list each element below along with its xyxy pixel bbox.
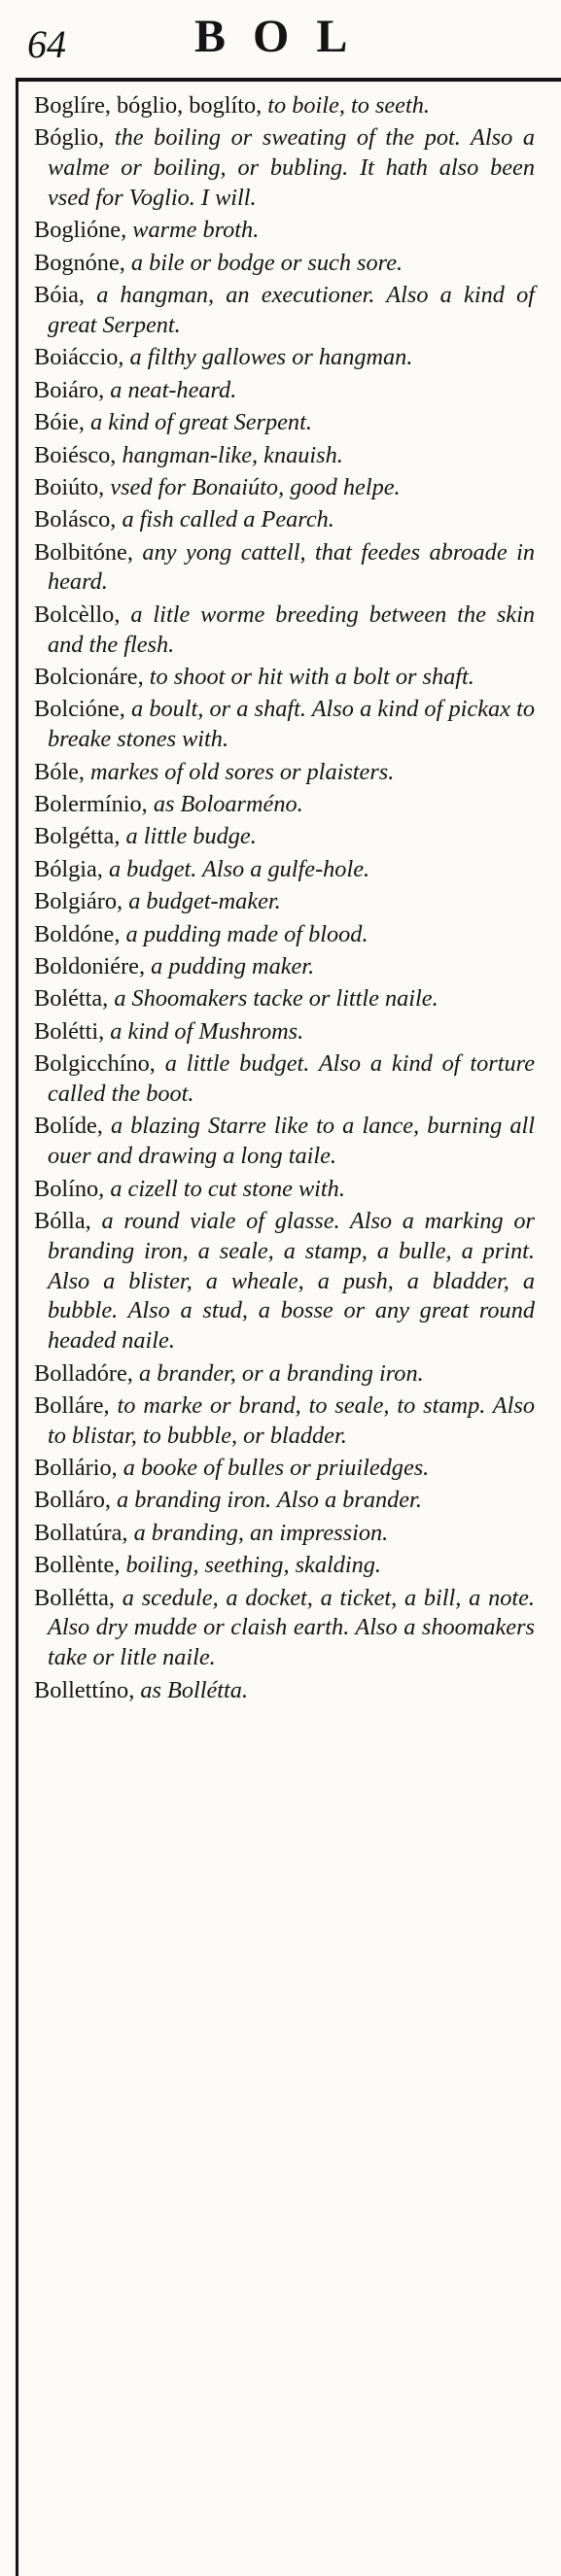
entry-headword: Bóle, <box>34 758 91 785</box>
dictionary-entry <box>34 281 535 341</box>
entry-definition: to marke or brand, to seale, to stamp. Also to blistar, to bubble, or bladder. <box>48 1391 535 1449</box>
entry-definition: a litle worme breeding between the skin and the flesh. <box>48 601 535 658</box>
dictionary-entry <box>34 441 535 471</box>
entry-headword: Bolgiáro, <box>34 888 129 915</box>
entry-definition: as Bollétta. <box>140 1676 249 1703</box>
dictionary-entry <box>34 601 535 661</box>
entry-definition: a hangman, an executioner. Also a kind of great Serpent. <box>48 282 535 338</box>
header-rule <box>16 78 561 82</box>
entry-headword: Bolíno, <box>34 1175 111 1202</box>
page-number: 64 <box>27 22 66 66</box>
entry-headword: Bollettíno, <box>34 1676 141 1703</box>
entry-headword: Bóglio, <box>34 124 115 152</box>
dictionary-entry <box>34 790 535 820</box>
entry-headword: Bolcèllo, <box>34 601 131 628</box>
dictionary-entry <box>34 505 535 535</box>
entry-definition: a kind of Mushroms. <box>110 1017 304 1045</box>
column-rule <box>16 78 18 2576</box>
entry-definition: a budget-maker. <box>128 888 281 915</box>
entry-definition: the boiling or sweating of the pot. Also a walme or boiling, or bubling. It hath also been vsed for Voglio. I will. <box>48 124 535 211</box>
entry-definition: a little budget. Also a kind of torture called the boot. <box>48 1050 536 1107</box>
dictionary-entry <box>34 343 535 373</box>
dictionary-entry <box>34 1584 535 1673</box>
entry-headword: Bollènte, <box>34 1552 126 1579</box>
dictionary-entry <box>34 1676 535 1706</box>
entry-headword: Bolíde, <box>34 1113 111 1140</box>
dictionary-entry <box>34 1175 535 1205</box>
dictionary-entry <box>34 408 535 438</box>
dictionary-entry <box>34 758 535 788</box>
entry-headword: Bolétti, <box>34 1017 111 1045</box>
entry-definition: a Shoomakers tacke or little naile. <box>114 985 438 1013</box>
entry-headword: Bolgétta, <box>34 823 126 850</box>
dictionary-entry <box>34 822 535 852</box>
entry-definition: to shoot or hit with a bolt or shaft. <box>149 664 474 691</box>
entry-list <box>34 91 535 1708</box>
entry-definition: a cizell to cut stone with. <box>110 1175 345 1202</box>
entry-headword: Boglíre, bóglio, boglíto, <box>34 92 268 119</box>
entry-definition: a budget. Also a gulfe-hole. <box>108 855 370 882</box>
entry-headword: Bóie, <box>34 409 91 436</box>
dictionary-entry <box>34 473 535 503</box>
entry-definition: a brander, or a branding iron. <box>138 1359 424 1387</box>
dictionary-entry <box>34 376 535 406</box>
entry-definition: hangman-like, knauish. <box>122 441 343 468</box>
entry-definition: a boult, or a shaft. Also a kind of pickax to breake stones with. <box>48 696 535 753</box>
entry-headword: Bóia, <box>34 282 97 309</box>
entry-headword: Bolcionáre, <box>34 664 150 691</box>
dictionary-entry <box>34 249 535 279</box>
entry-headword: Bollário, <box>34 1455 123 1482</box>
dictionary-entry <box>34 1519 535 1549</box>
entry-definition: a kind of great Serpent. <box>90 409 312 436</box>
dictionary-entry <box>34 855 535 885</box>
dictionary-entry <box>34 887 535 917</box>
entry-headword: Boldoniére, <box>34 952 152 979</box>
entry-definition: a branding, an impression. <box>133 1519 389 1546</box>
entry-definition: to boile, to seeth. <box>267 92 430 119</box>
dictionary-entry <box>34 1049 535 1110</box>
dictionary-entry <box>34 123 535 213</box>
entry-headword: Bolbitóne, <box>34 538 143 566</box>
entry-definition: a neat-heard. <box>110 376 237 403</box>
entry-definition: a booke of bulles or priuiledges. <box>123 1455 430 1482</box>
dictionary-entry <box>34 1486 535 1516</box>
dictionary-entry <box>34 538 535 599</box>
dictionary-entry <box>34 984 535 1014</box>
entry-definition: a blazing Starre like to a lance, burning all ouer and drawing a long taile. <box>48 1113 535 1170</box>
dictionary-entry <box>34 1017 535 1048</box>
entry-headword: Boiáro, <box>34 376 111 403</box>
entry-definition: markes of old sores or plaisters. <box>90 758 395 785</box>
entry-headword: Bolcióne, <box>34 696 131 723</box>
entry-headword: Boglióne, <box>34 217 133 244</box>
entry-headword: Boiésco, <box>34 441 123 468</box>
dictionary-entry <box>34 952 535 982</box>
entry-definition: as Boloarméno. <box>153 791 303 818</box>
dictionary-entry <box>34 920 535 950</box>
entry-definition: a pudding maker. <box>151 952 315 979</box>
entry-definition: a fish called a Pearch. <box>122 506 334 533</box>
page-header <box>0 0 561 78</box>
entry-headword: Bólgia, <box>34 855 109 882</box>
dictionary-entry <box>34 1454 535 1484</box>
dictionary-entry <box>34 1207 535 1357</box>
entry-headword: Bolladóre, <box>34 1359 139 1387</box>
entry-definition: warme broth. <box>132 217 260 244</box>
entry-definition: a branding iron. Also a brander. <box>117 1487 422 1514</box>
entry-headword: Bolermínio, <box>34 791 154 818</box>
entry-headword: Boldóne, <box>34 920 126 947</box>
dictionary-entry <box>34 216 535 246</box>
entry-headword: Bolétta, <box>34 985 115 1013</box>
entry-definition: a scedule, a docket, a ticket, a bill, a note. Also dry mudde or claish earth. Also a shoomakers take or litle naile. <box>48 1584 535 1671</box>
entry-headword: Bolásco, <box>34 506 123 533</box>
entry-definition: a bile or bodge or such sore. <box>130 249 403 276</box>
entry-definition: boiling, seething, skalding. <box>125 1552 382 1579</box>
entry-headword: Bólla, <box>34 1207 102 1234</box>
dictionary-entry <box>34 91 535 121</box>
entry-headword: Bognóne, <box>34 249 131 276</box>
entry-definition: vsed for Bonaiúto, good helpe. <box>110 473 401 500</box>
entry-headword: Boiáccio, <box>34 344 130 371</box>
entry-headword: Boiúto, <box>34 473 111 500</box>
dictionary-entry <box>34 1391 535 1452</box>
entry-headword: Bollétta, <box>34 1584 123 1611</box>
dictionary-entry <box>34 663 535 693</box>
dictionary-entry <box>34 1359 535 1390</box>
dictionary-entry <box>34 695 535 755</box>
dictionary-entry <box>34 1551 535 1581</box>
entry-headword: Bolláre, <box>34 1391 118 1419</box>
entry-headword: Bollatúra, <box>34 1519 134 1546</box>
entry-definition: a round viale of glasse. Also a marking or branding iron, a seale, a stamp, a bulle, a print. Also a blister, a wheale, a push, a bladder, a bubble. Also a stud, a bosse or any great round headed naile. <box>48 1207 535 1355</box>
entry-headword: Bolláro, <box>34 1487 118 1514</box>
running-head: BOL <box>194 11 375 62</box>
entry-definition: a filthy gallowes or hangman. <box>129 344 413 371</box>
entry-definition: a pudding made of blood. <box>125 920 368 947</box>
entry-definition: any yong cattell, that feedes abroade in heard. <box>48 538 535 596</box>
dictionary-entry <box>34 1112 535 1172</box>
entry-headword: Bolgicchíno, <box>34 1050 165 1078</box>
entry-definition: a little budge. <box>125 823 257 850</box>
